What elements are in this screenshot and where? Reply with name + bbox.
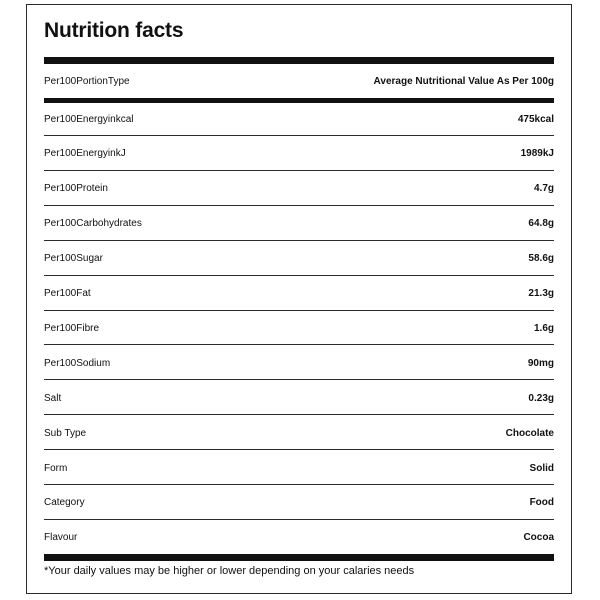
row-label: Per100Energyinkcal (44, 113, 134, 125)
row-label: Category (44, 497, 85, 509)
panel-title: Nutrition facts (44, 19, 184, 42)
row-value: 64.8g (528, 218, 554, 230)
table-row (44, 425, 554, 441)
row-divider (44, 379, 554, 380)
row-value: 21.3g (528, 288, 554, 299)
row-label: Salt (44, 392, 62, 404)
row-divider (44, 519, 554, 520)
portion-type-row (44, 73, 554, 89)
row-value: Chocolate (505, 427, 554, 439)
row-label: Sub Type (44, 427, 87, 439)
row-divider (44, 449, 554, 450)
footnote: *Your daily values may be higher or lower depending on your calaries needs (44, 565, 415, 577)
table-row (44, 530, 554, 546)
row-divider (44, 484, 554, 485)
row-value: 475kcal (517, 113, 554, 125)
table-row (44, 286, 554, 302)
table-row (44, 251, 554, 267)
top-divider (44, 57, 554, 64)
row-label: Per100Protein (44, 183, 108, 195)
portion-type-label: Per100PortionType (44, 75, 130, 87)
table-row (44, 460, 554, 476)
row-label: Per100EnergyinkJ (44, 148, 126, 160)
portion-type-value: Average Nutritional Value As Per 100g (373, 75, 554, 87)
row-divider (44, 240, 554, 241)
row-divider (44, 205, 554, 206)
row-divider (44, 414, 554, 415)
row-value: 0.23g (528, 392, 554, 404)
row-label: Per100Fat (44, 288, 91, 299)
row-label: Per100Fibre (44, 322, 100, 334)
header-divider (44, 98, 554, 103)
table-row (44, 181, 554, 197)
table-row (44, 111, 554, 127)
row-divider (44, 344, 554, 345)
row-value: 4.7g (533, 183, 554, 195)
row-value: 58.6g (528, 253, 554, 265)
row-label: Form (44, 462, 68, 474)
nutrition-facts-panel (26, 4, 572, 594)
row-value: 90mg (527, 357, 554, 369)
row-label: Per100Sugar (44, 253, 103, 265)
row-label: Flavour (44, 532, 78, 544)
row-value: 1.6g (533, 322, 554, 334)
row-value: Solid (529, 462, 554, 474)
row-value: 1989kJ (520, 148, 554, 160)
row-divider (44, 275, 554, 276)
row-value: Cocoa (523, 532, 554, 544)
bottom-divider (44, 554, 554, 561)
table-row (44, 216, 554, 232)
row-divider (44, 135, 554, 136)
table-row (44, 495, 554, 511)
row-label: Per100Sodium (44, 357, 111, 369)
row-label: Per100Carbohydrates (44, 218, 142, 230)
row-divider (44, 310, 554, 311)
row-divider (44, 170, 554, 171)
table-row (44, 320, 554, 336)
table-row (44, 390, 554, 406)
row-value: Food (529, 497, 554, 509)
table-row (44, 146, 554, 162)
table-row (44, 355, 554, 371)
